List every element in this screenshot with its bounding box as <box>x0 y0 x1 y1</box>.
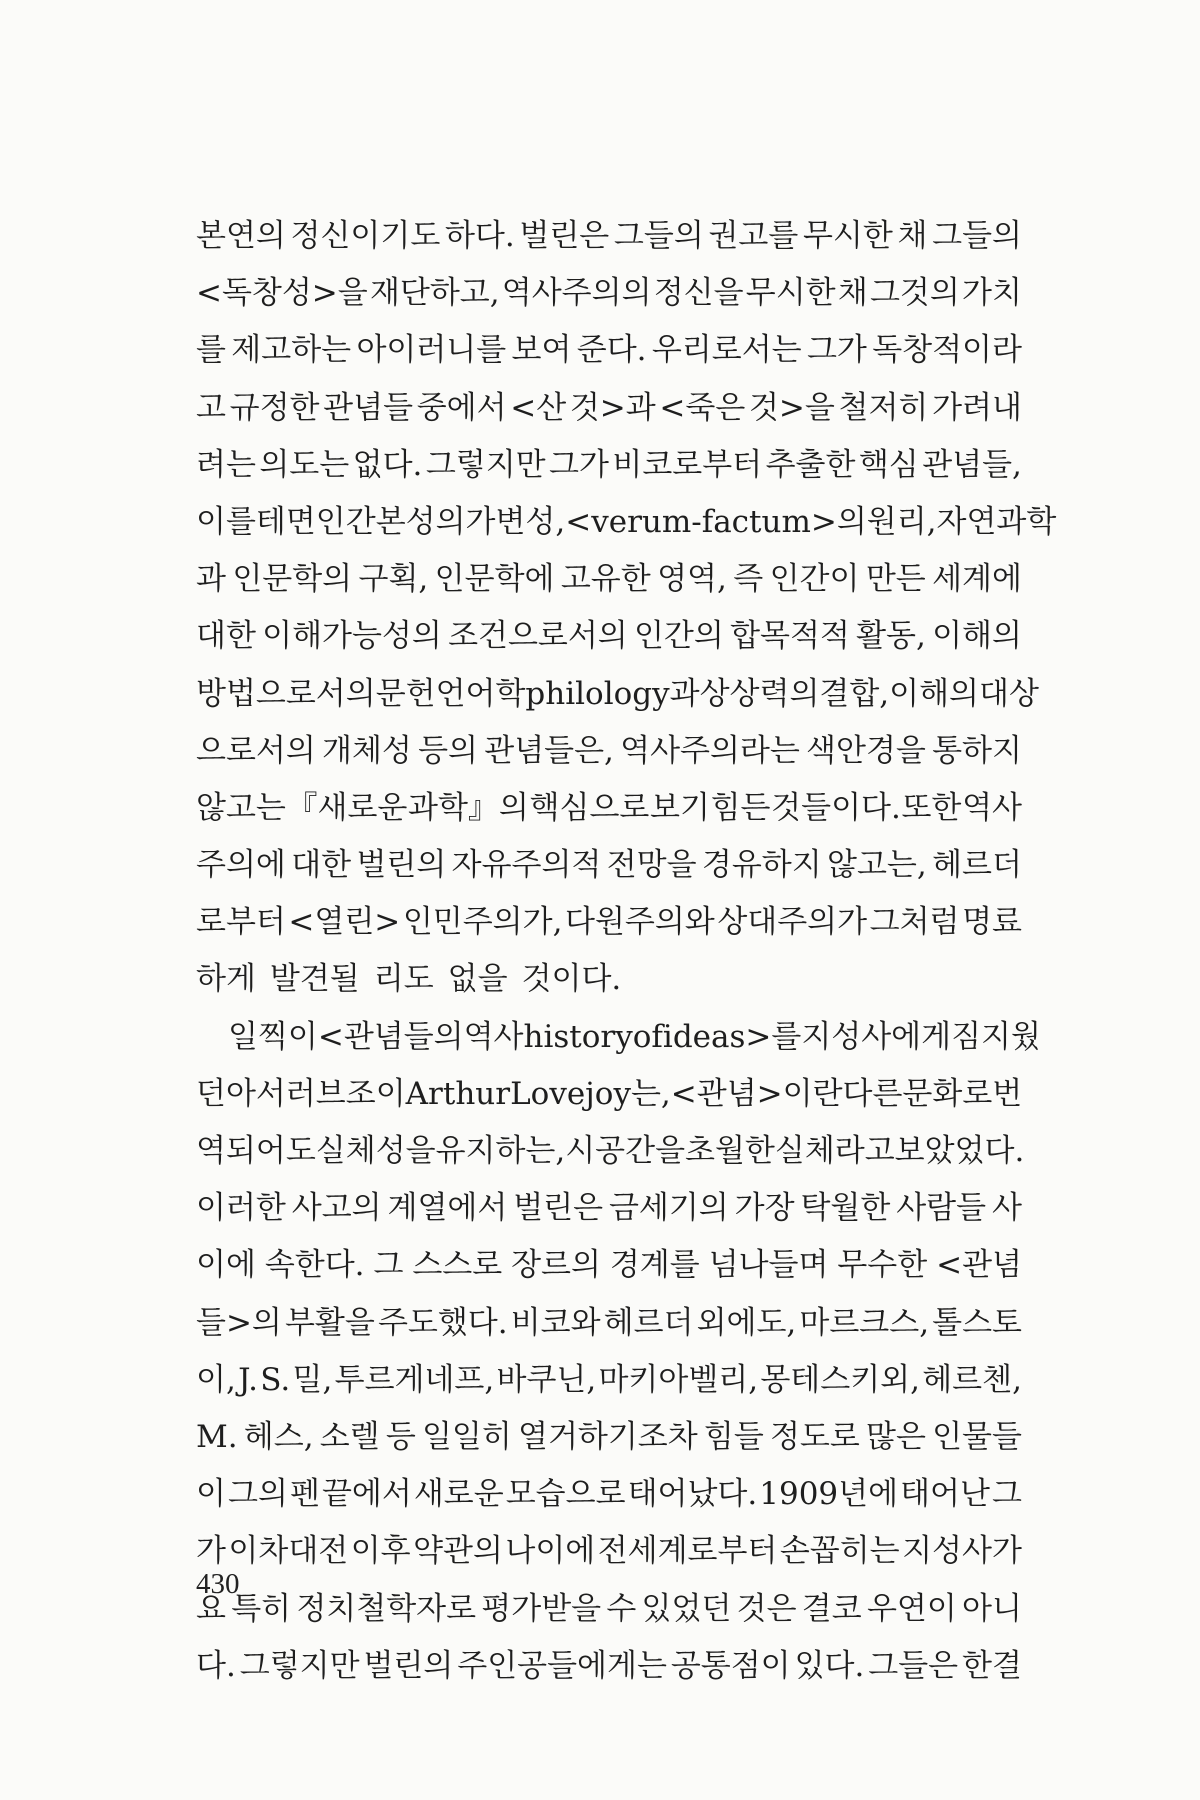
page-number: 430 <box>196 1568 240 1600</box>
text-line: 고 규정한 관념들 중에서 <산 것>과 <죽은 것>을 철저히 가려내 <box>196 389 1022 426</box>
text-line: 가 이차대전 이후 약관의 나이에 전세계로부터 손꼽히는 지성사가 <box>196 1533 1022 1570</box>
text-line: M. 헤스, 소렐 등 일일히 열거하기조차 힘들 정도로 많은 인물들 <box>196 1418 1022 1455</box>
text-line: 이러한 사고의 계열에서 벌린은 금세기의 가장 탁월한 사람들 사 <box>196 1190 1022 1227</box>
paragraph <box>196 1009 1041 1695</box>
text-line: 으로서의 개체성 등의 관념들은, 역사주의라는 색안경을 통하지 <box>196 732 1022 769</box>
text-line: 이를테면 인간본성의 가변성, <verum-factum>의 원리, 자연과학 <box>196 503 1057 540</box>
text-line: 던 아서 러브조이 Arthur Lovejoy는, <관념>이란 다른 문화로 번 <box>196 1075 1023 1112</box>
paragraph <box>196 208 1057 1009</box>
text-line: 대한 이해가능성의 조건으로서의 인간의 합목적적 활동, 이해의 <box>196 618 1022 655</box>
text-line: 이에 속한다. 그 스스로 장르의 경계를 넘나들며 무수한 <관념 <box>196 1247 1022 1284</box>
text-line: 려는 의도는 없다. 그렇지만 그가 비코로부터 추출한 핵심 관념들, <box>196 446 1022 483</box>
text-line: 역되어도 실체성을 유지하는, 시공간을 초월한 실체라고 보았었다. <box>196 1133 1025 1169</box>
text-line: 본연의 정신이기도 하다. 벌린은 그들의 권고를 무시한 채 그들의 <box>196 218 1022 254</box>
text-line: 일찍이 <관념들의 역사 history of ideas>를 지성사에게 짐지웠 <box>228 1018 1041 1055</box>
text-line: 하게 발견될 리도 없을 것이다. <box>196 961 622 998</box>
text-line: <독창성>을 재단하고, 역사주의의 정신을 무시한 채 그것의 가치 <box>196 275 1022 312</box>
text-line: 이 그의 펜 끝에서 새로운 모습으로 태어났다. 1909년에 태어난 그 <box>196 1476 1022 1513</box>
text-line: 다. 그렇지만 벌린의 주인공들에게는 공통점이 있다. 그들은 한결 <box>196 1647 1022 1684</box>
text-line: 로부터 <열린> 인민주의가, 다원주의와 상대주의가 그처럼 명료 <box>196 904 1022 941</box>
text-line: 주의에 대한 벌린의 자유주의적 전망을 경유하지 않고는, 헤르더 <box>196 847 1022 884</box>
text-line: 들>의 부활을 주도했다. 비코와 헤르더 외에도, 마르크스, 톨스토 <box>196 1304 1022 1341</box>
text-line: 않고는 『새로운 과학』의 핵심으로 보기 힘든 것들이다. 또한 역사 <box>196 789 1022 826</box>
text-line: 과 인문학의 구획, 인문학에 고유한 영역, 즉 인간이 만든 세계에 <box>196 561 1022 598</box>
text-line: 요 특히 정치철학자로 평가받을 수 있었던 것은 결코 우연이 아니 <box>196 1590 1022 1627</box>
body-text <box>196 208 1057 1695</box>
text-line: 방법으로서의 문헌언어학 philology과 상상력의 결합, 이해의 대상 <box>196 675 1039 712</box>
text-line: 를 제고하는 아이러니를 보여 준다. 우리로서는 그가 독창적이라 <box>196 332 1022 369</box>
text-line: 이, J. S. 밀, 투르게네프, 바쿠닌, 마키아벨리, 몽테스키외, 헤르첸, <box>196 1361 1022 1398</box>
